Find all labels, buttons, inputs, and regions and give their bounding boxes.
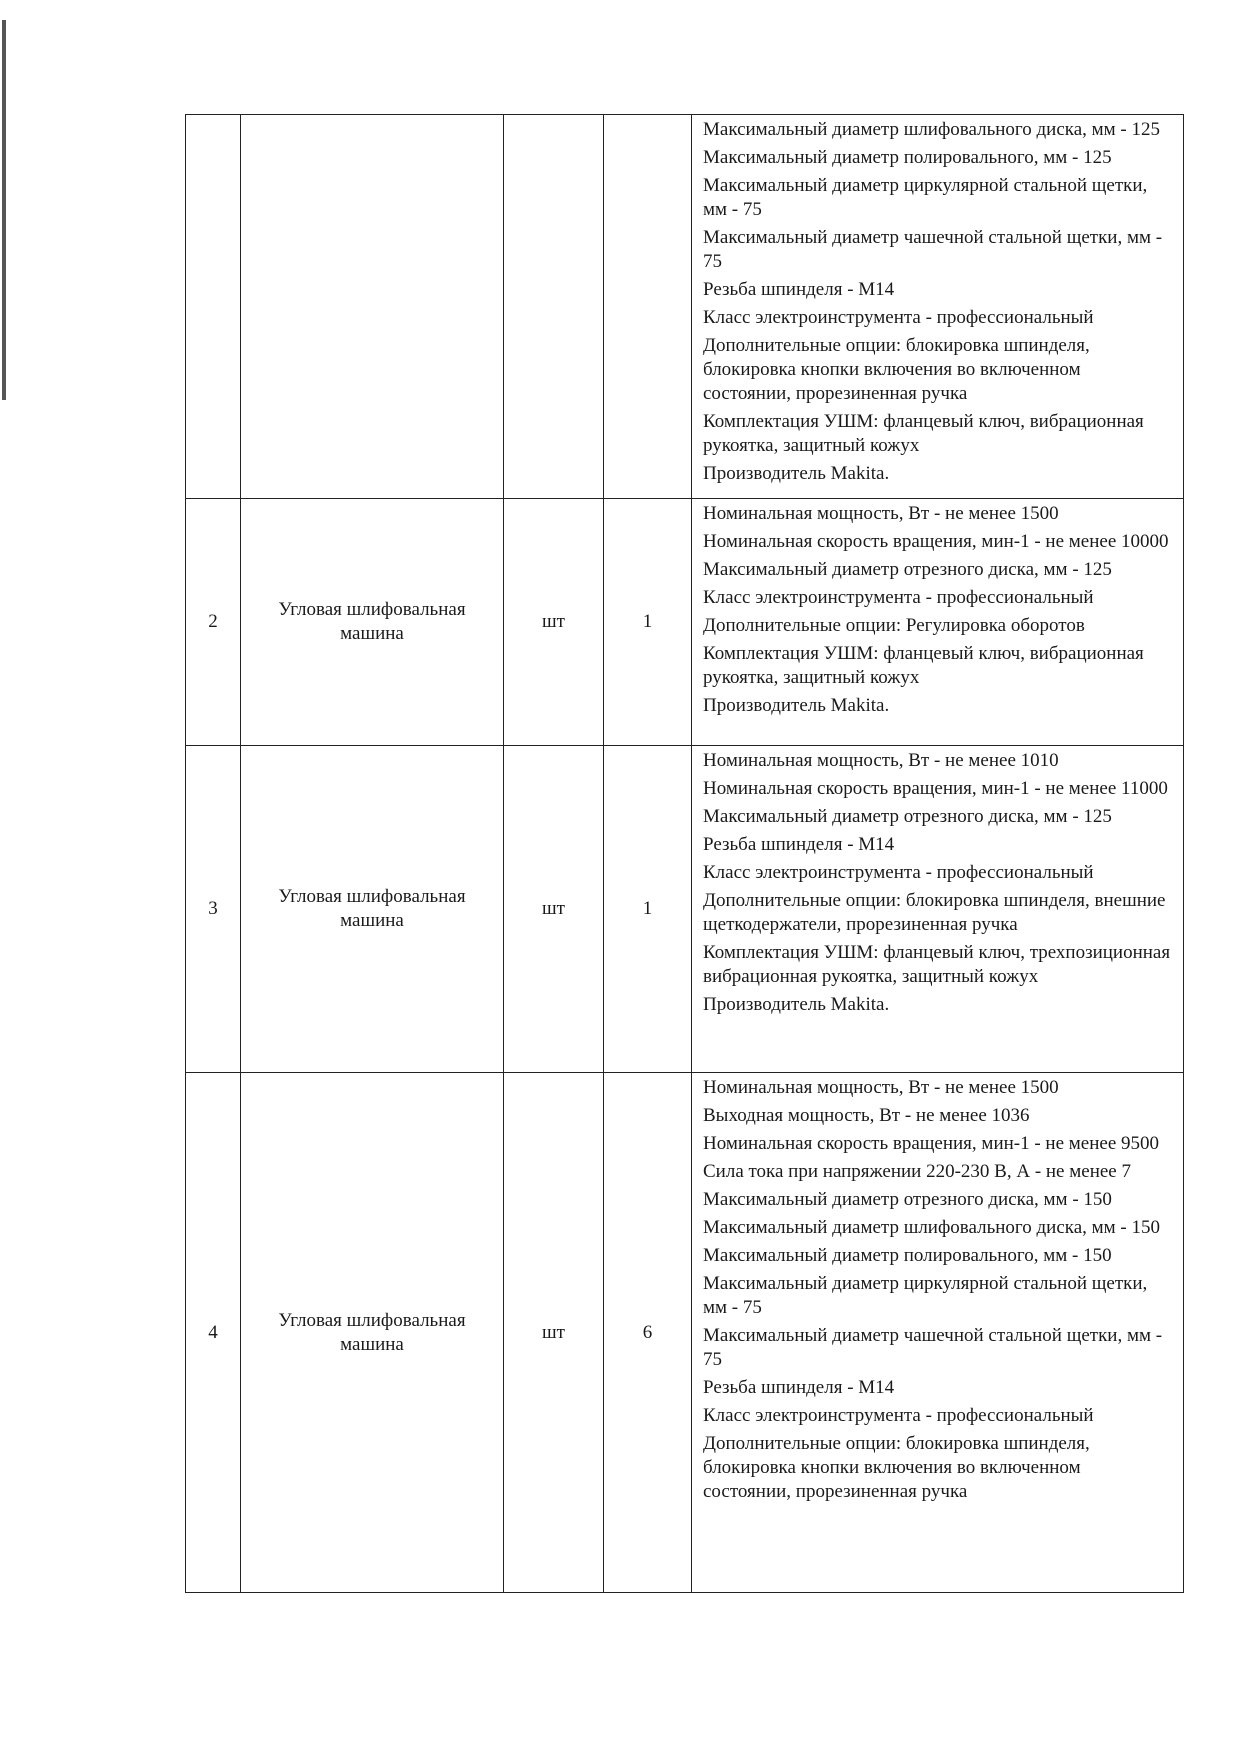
row-number-cell-text: 3 [208, 898, 218, 919]
row-number-cell [186, 499, 241, 746]
unit-cell-text: шт [542, 898, 565, 919]
spec-line: Номинальная скорость вращения, мин-1 - не менее 9500 [703, 1133, 1160, 1154]
table-row [186, 115, 1184, 499]
spec-line: Производитель Makita. [703, 463, 890, 484]
spec-line: Класс электроинструмента - профессиональный [703, 587, 1094, 608]
specifications-cell [692, 499, 1184, 746]
spec-line: Максимальный диаметр отрезного диска, мм - 125 [703, 559, 1112, 580]
specifications-cell [692, 1073, 1184, 1593]
table-row [186, 1073, 1184, 1593]
row-number-cell [186, 115, 241, 499]
spec-line: Дополнительные опции: блокировка шпинделя, блокировка кнопки включения во включенном состоянии, прорезиненная ручка [703, 1433, 1090, 1502]
spec-line: Класс электроинструмента - профессиональный [703, 862, 1094, 883]
spec-line: Номинальная мощность, Вт - не менее 1500 [703, 503, 1059, 524]
spec-line: Номинальная скорость вращения, мин-1 - не менее 11000 [703, 778, 1168, 799]
spec-line: Комплектация УШМ: фланцевый ключ, вибрационная рукоятка, защитный кожух [703, 411, 1144, 456]
quantity-cell [604, 115, 692, 499]
spec-line: Класс электроинструмента - профессиональный [703, 307, 1094, 328]
spec-line: Максимальный диаметр чашечной стальной щетки, мм - 75 [703, 1325, 1163, 1370]
spec-line: Производитель Makita. [703, 695, 890, 716]
unit-cell [504, 499, 604, 746]
specs-table [185, 114, 1184, 1593]
spec-line: Максимальный диаметр шлифовального диска, мм - 150 [703, 1217, 1161, 1238]
specs-table-body [186, 115, 1184, 1593]
specifications-cell [692, 115, 1184, 499]
spec-line: Максимальный диаметр шлифовального диска, мм - 125 [703, 119, 1161, 140]
spec-line: Дополнительные опции: блокировка шпинделя, внешние щеткодержатели, прорезиненная ручка [703, 890, 1166, 935]
spec-line: Номинальная мощность, Вт - не менее 1500 [703, 1077, 1059, 1098]
spec-line: Максимальный диаметр чашечной стальной щетки, мм - 75 [703, 227, 1163, 272]
spec-line: Резьба шпинделя - М14 [703, 834, 895, 855]
spec-line: Комплектация УШМ: фланцевый ключ, вибрационная рукоятка, защитный кожух [703, 643, 1144, 688]
item-name-cell-text: Угловая шлифовальная машина [278, 886, 466, 931]
item-name-cell [241, 115, 504, 499]
quantity-cell [604, 499, 692, 746]
spec-line: Дополнительные опции: Регулировка оборотов [703, 615, 1085, 636]
spec-line: Максимальный диаметр полировального, мм - 125 [703, 147, 1112, 168]
spec-line: Резьба шпинделя - М14 [703, 1377, 895, 1398]
spec-line: Класс электроинструмента - профессиональный [703, 1405, 1094, 1426]
spec-line: Дополнительные опции: блокировка шпинделя, блокировка кнопки включения во включенном состоянии, прорезиненная ручка [703, 335, 1090, 404]
specifications-cell [692, 746, 1184, 1073]
quantity-cell-text: 6 [642, 1321, 653, 1343]
quantity-cell-text: 1 [642, 898, 653, 919]
row-number-cell-text: 4 [208, 1321, 218, 1343]
table-row [186, 746, 1184, 1073]
item-name-cell [241, 1073, 504, 1593]
quantity-cell-text: 1 [642, 611, 653, 632]
spec-line: Максимальный диаметр циркулярной стальной щетки, мм - 75 [703, 1273, 1148, 1318]
spec-line: Максимальный диаметр циркулярной стальной щетки, мм - 75 [703, 175, 1148, 220]
unit-cell [504, 746, 604, 1073]
item-name-cell-text: Угловая шлифовальная машина [278, 599, 466, 644]
row-number-cell-text: 2 [208, 611, 218, 632]
unit-cell-text: шт [542, 1321, 565, 1343]
row-number-cell [186, 1073, 241, 1593]
quantity-cell [604, 1073, 692, 1593]
unit-cell-text: шт [542, 611, 565, 632]
spec-line: Максимальный диаметр отрезного диска, мм - 125 [703, 806, 1112, 827]
item-name-cell [241, 499, 504, 746]
spec-line: Максимальный диаметр отрезного диска, мм - 150 [703, 1189, 1112, 1210]
quantity-cell [604, 746, 692, 1073]
spec-line: Максимальный диаметр полировального, мм - 150 [703, 1245, 1112, 1266]
spec-line: Резьба шпинделя - М14 [703, 279, 895, 300]
spec-line: Номинальная мощность, Вт - не менее 1010 [703, 750, 1059, 771]
spec-line: Комплектация УШМ: фланцевый ключ, трехпозиционная вибрационная рукоятка, защитный кожух [703, 942, 1171, 987]
item-name-cell-text: Угловая шлифовальная машина [278, 1309, 466, 1355]
unit-cell [504, 115, 604, 499]
scan-edge-mark [2, 20, 6, 400]
unit-cell [504, 1073, 604, 1593]
table-row [186, 499, 1184, 746]
spec-line: Номинальная скорость вращения, мин-1 - не менее 10000 [703, 531, 1169, 552]
spec-line: Выходная мощность, Вт - не менее 1036 [703, 1105, 1030, 1126]
item-name-cell [241, 746, 504, 1073]
row-number-cell [186, 746, 241, 1073]
spec-line: Производитель Makita. [703, 994, 890, 1015]
spec-line: Сила тока при напряжении 220-230 В, А - не менее 7 [703, 1161, 1131, 1182]
